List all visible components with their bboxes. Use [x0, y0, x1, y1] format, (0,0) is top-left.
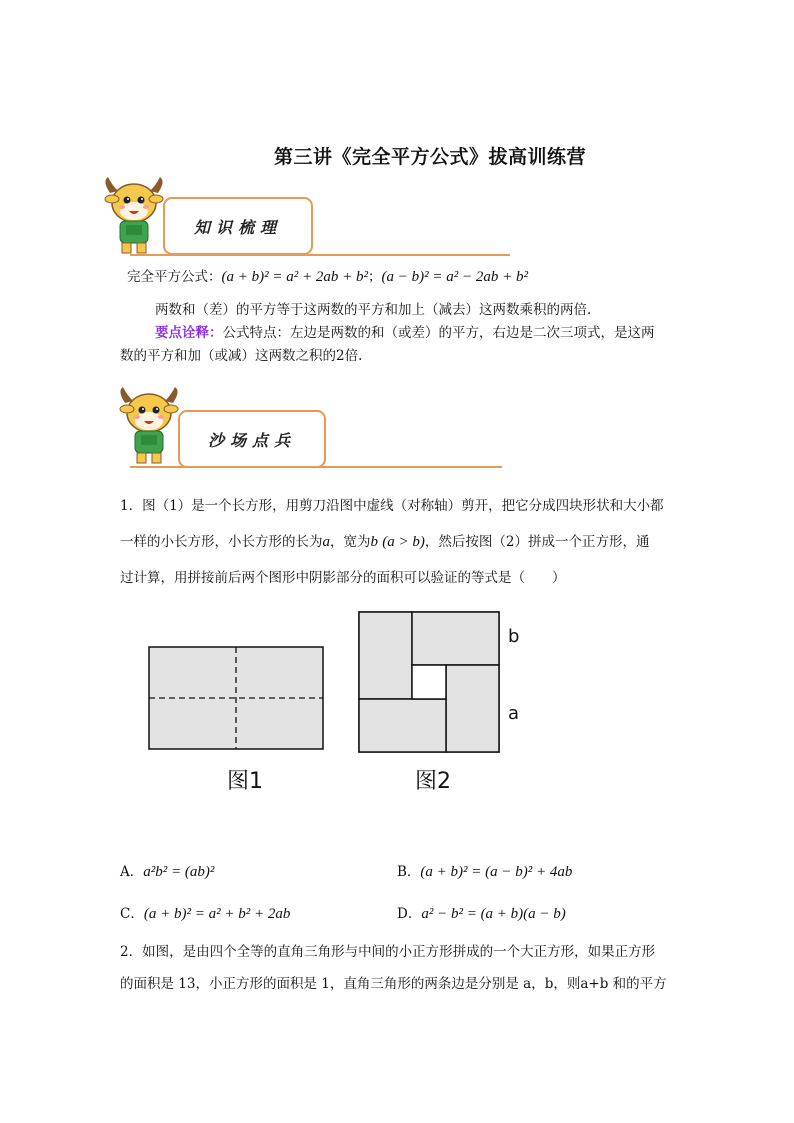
var-a: a [322, 534, 330, 550]
question-1-line3: 过计算，用拼接前后两个图形中阴影部分的面积可以验证的等式是（ ） [120, 570, 566, 586]
choice-text: a²b² = (ab)² [143, 864, 215, 880]
key-point-text: 公式特点：左边是两数的和（或差）的平方，右边是二次三项式，是这两 [222, 325, 655, 341]
key-point-line2: 数的平方和加（或减）这两数之积的2倍. [120, 348, 363, 364]
section-heading-label: 沙场点兵 [207, 430, 296, 450]
key-point-line1 [155, 321, 655, 341]
formula-separator: ； [367, 269, 382, 285]
mascot-cow-icon [100, 175, 168, 257]
formula-difference: (a − b)² = a² − 2ab + b² [381, 269, 528, 285]
choice-a[interactable] [120, 860, 214, 881]
q1-text: ，宽为 [330, 534, 371, 550]
page-title: 第三讲《完全平方公式》拔高训练营 [273, 146, 586, 168]
formula-line [127, 265, 528, 286]
figure-2-caption: 图2 [415, 769, 451, 794]
section-heading-label: 知识梳理 [193, 217, 282, 237]
choice-label: C． [120, 906, 144, 922]
section-heading-practice [178, 410, 326, 468]
mascot-cow-icon [115, 385, 183, 467]
question-1-line1: 1．图（1）是一个长方形，用剪刀沿图中虚线（对称轴）剪开，把它分成四块形状和大小都 [120, 498, 664, 514]
question-2-line2: 的面积是 13，小正方形的面积是 1，直角三角形的两条边是分别是 a，b，则a+b 和的平方 [120, 976, 667, 992]
figure-1-rectangle [148, 646, 324, 750]
var-b: b [370, 534, 378, 550]
choice-label: A． [120, 864, 144, 880]
section-divider [130, 254, 510, 256]
choice-label: B． [397, 864, 421, 880]
q1-text: ，然后按图（2）拼成一个正方形，通 [424, 534, 650, 550]
key-point-label: 要点诠释： [155, 325, 223, 341]
choice-text: (a + b)² = (a − b)² + 4ab [420, 864, 573, 880]
question-1-line2 [120, 530, 650, 551]
formula-prefix: 完全平方公式： [127, 269, 222, 285]
figure-2-label-b: b [508, 626, 520, 647]
choice-text: (a + b)² = a² + b² + 2ab [143, 906, 291, 922]
choice-d[interactable] [397, 902, 566, 923]
q1-text: 一样的小长方形，小长方形的长为 [120, 534, 323, 550]
formula-sum: (a + b)² = a² + 2ab + b² [221, 269, 368, 285]
choice-c[interactable] [120, 902, 290, 923]
choice-label: D． [397, 906, 422, 922]
explanation-text: 两数和（差）的平方等于这两数的平方和加上（减去）这两数乘积的两倍. [155, 302, 592, 318]
figure-2-square [358, 611, 500, 753]
choice-text: a² − b² = (a + b)(a − b) [421, 906, 566, 922]
figure-1-caption: 图1 [227, 769, 263, 794]
figure-2-label-a: a [508, 703, 520, 724]
section-heading-knowledge [163, 197, 313, 255]
section-divider [130, 466, 502, 468]
question-2-line1: 2．如图，是由四个全等的直角三角形与中间的小正方形拼成的一个大正方形，如果正方形 [120, 944, 656, 960]
condition: (a > b) [382, 534, 425, 550]
choice-b[interactable] [397, 860, 572, 881]
